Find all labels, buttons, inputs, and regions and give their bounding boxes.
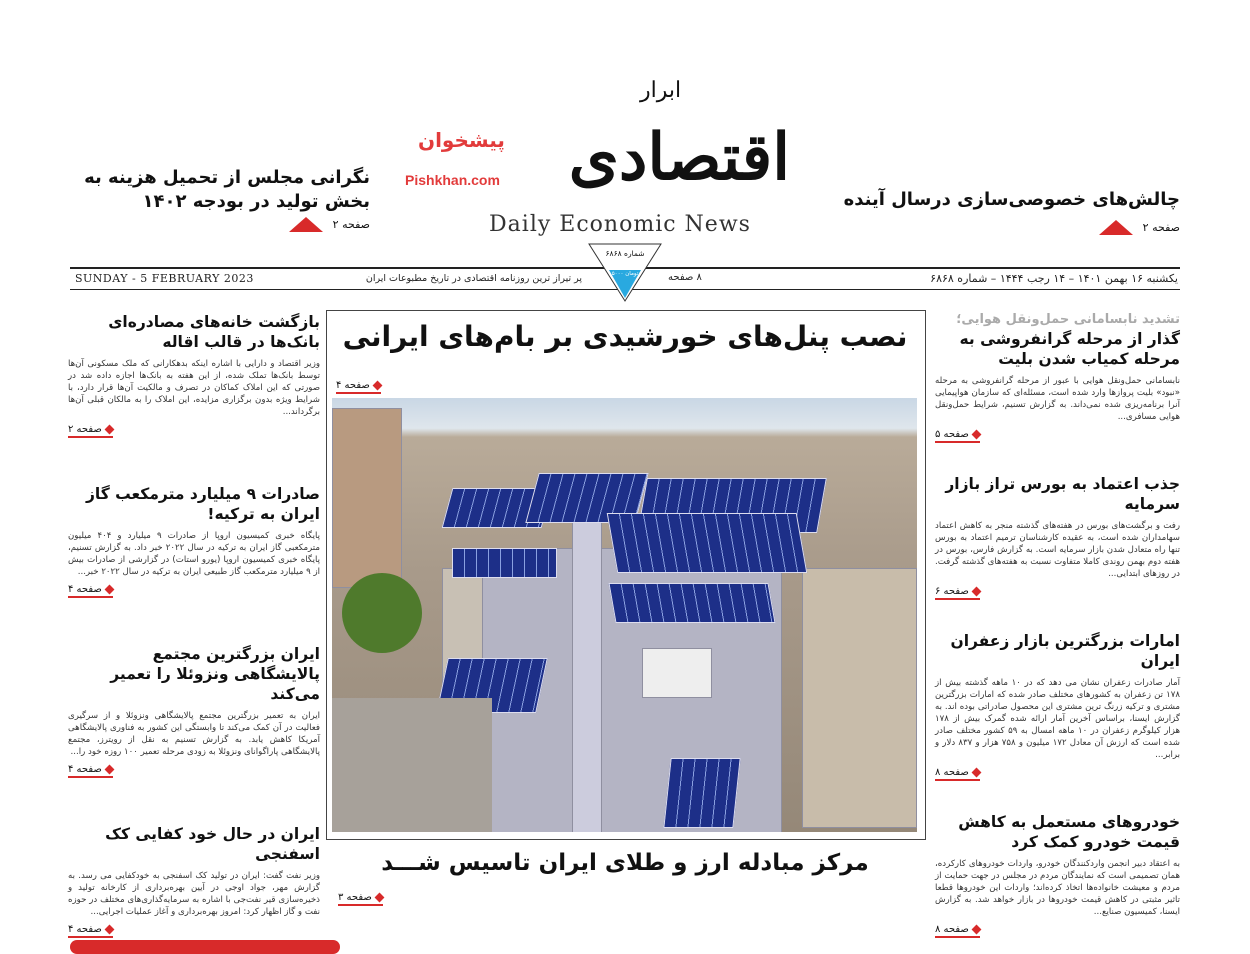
slogan: پر تیراز ترین روزنامه اقتصادی در تاریخ مطبوعات ایران: [365, 273, 582, 284]
diamond-icon: [104, 425, 114, 435]
story-headline: ایران بزرگترین مجتمع پالایشگاهی ونزوئلا را تعمیر می‌کند: [110, 645, 320, 703]
main-headline[interactable]: نصب پنل‌های خورشیدی بر بام‌های ایرانی: [342, 320, 908, 353]
story-body: آمار صادرات زعفران نشان می دهد که در ۱۰ ماهه گذشته بیش از ۱۷۸ تن زعفران به کشورهای مختلف صادر شده که امارات بزرگترین مشتری و ترکیه زرنگ ترین مشتری این محصول صادراتی بوده اند. به گزارش ایسنا، براساس آخرین آمار ارائه شده گمرک بیش از ۱۷۸ هزار کیلوگرم زعفران در ۱۰ ماهه امسال به ۵۹ کشور مختلف صادر شده است که ارزش آن معادل ۱۷۲ میلیون و ۷۵۸ هزار و ۸۳۷ دلار و برابر...: [935, 678, 1181, 760]
page-link[interactable]: صفحه ۴: [68, 764, 113, 778]
price: ۵۰۰۰ تومان: [611, 271, 639, 277]
teaser-headline: چالش‌های خصوصی‌سازی درسال آینده: [843, 189, 1180, 210]
page-count: ۸ صفحه: [668, 272, 702, 283]
left-column: [68, 312, 320, 938]
story-right-4[interactable]: [935, 812, 1180, 938]
diamond-icon: [104, 585, 114, 595]
teaser-page: صفحه ۲: [1142, 221, 1180, 234]
story-left-3[interactable]: [68, 644, 320, 778]
page-link[interactable]: صفحه ۲: [68, 424, 113, 438]
masthead-subtitle: ابرار: [640, 78, 682, 103]
date-english: SUNDAY - 5 FEBRUARY 2023: [75, 272, 254, 285]
diamond-icon: [971, 587, 981, 597]
story-headline: گذار از مرحله گرانفروشی به مرحله کمیاب شدن بلیت: [959, 330, 1180, 368]
story-headline: ایران در حال خود کفایی کک اسفنجی: [105, 825, 320, 863]
story-headline: بازگشت خانه‌های مصادره‌ای بانک‌ها در قالب اقاله: [108, 313, 320, 351]
story-left-2[interactable]: [68, 484, 320, 598]
issue-number: شماره ۶۸۶۸: [605, 249, 645, 258]
watermark-fa: پیشخوان: [418, 128, 505, 152]
story-right-3[interactable]: [935, 631, 1180, 781]
diamond-icon: [372, 381, 382, 391]
diamond-icon: [374, 893, 384, 903]
masthead-logo: اقتصادی: [568, 120, 790, 195]
story-headline: خودروهای مستعمل به کاهش قیمت خودرو کمک کرد: [958, 813, 1180, 851]
diamond-icon: [971, 768, 981, 778]
right-column: [935, 312, 1180, 938]
triangle-icon: [289, 217, 323, 232]
page-link[interactable]: صفحه ۴: [68, 584, 113, 598]
solar-panels-photo: [332, 398, 917, 832]
teaser-page: صفحه ۲: [332, 218, 370, 231]
main-page-link[interactable]: صفحه ۴: [336, 380, 381, 394]
top-teaser-right[interactable]: [820, 188, 1180, 235]
diamond-icon: [104, 765, 114, 775]
date-persian: یکشنبه ۱۶ بهمن ۱۴۰۱ – ۱۴ رجب ۱۴۴۴ – شماره ۶۸۶۸: [930, 272, 1178, 285]
story-body: پایگاه خبری کمیسیون اروپا از صادرات ۹ میلیارد و ۴۰۴ میلیون مترمکعبی گاز ایران به ترکیه در سال ۲۰۲۲ خبر داد. به گزارش تسنیم، پایگاه خبری کمیسیون اروپا (یورو استات) در گزارشی از صادرات بیش از ۹ میلیارد مترمکعب گاز طبیعی ایران به ترکیه در سال ۲۰۲۲ خبر...: [68, 531, 320, 577]
story-body: به اعتقاد دبیر انجمن واردکنندگان خودرو، واردات خودروهای کارکرده، همان تصمیمی است که نمایندگان مردم در مجلس در جهت حمایت از مردم و معیشت خانواده‌ها اتخاذ کرده‌اند؛ واردات این خودروها قطعا تاثیر مثبتی در کاهش قیمت خودروها در بازار خواهد شد. به گزارش ایسنا، کمیسیون صنایع...: [935, 859, 1180, 917]
story-body: ایران به تعمیر بزرگترین مجتمع پالایشگاهی ونزوئلا و از سرگیری فعالیت در آن کمک می‌کند تا وابستگی این کشور به فناوری پالایشگاهی آمریکا کاهش یابد. به گزارش تسنیم به نقل از رویترز، مجتمع پالایشگاهی پاراگوانای ونزوئلا به زودی مرحله تعمیر ۱۰۰ روزه خود را...: [68, 711, 320, 757]
page-link[interactable]: صفحه ۶: [935, 586, 980, 600]
story-body: وزیر نفت گفت: ایران در تولید کک اسفنجی به خودکفایی می رسد. به گزارش مهر، جواد اوجی در آیین بهره‌برداری از کارخانه تولید و ذخیره‌سازی قیر نفت‌جی با اشاره به سرمایه‌گذاری‌های مختلف در حوزه نفت و گاز اظهار کرد: امروز بهره‌برداری و آغاز عملیات اجرایی...: [68, 871, 320, 917]
triangle-icon: [1099, 220, 1133, 235]
story-right-2[interactable]: [935, 474, 1180, 600]
story-body: رفت و برگشت‌های بورس در هفته‌های گذشته منجر به کاهش اعتماد سهامداران شده است، به عقیده کارشناسان ترمیم اعتماد به بورس تنها راه متعادل شدن بازار سرمایه است. به گزارش فارس، بورس در هفته دوم بهمن روندی کاملا متفاوت نسبت به هفته‌های گذشته گرفت. در روزهای ابتدایی...: [935, 521, 1180, 579]
page-link[interactable]: صفحه ۸: [935, 767, 980, 781]
diamond-icon: [104, 925, 114, 935]
page-link[interactable]: صفحه ۵: [935, 429, 980, 443]
story-body: نابسامانی حمل‌ونقل هوایی با عبور از مرحله گرانفروشی به مرحله «نبود» بلیت پروازها وارد شده است، مسئله‌ای که سازمان هواپیمایی آنرا برنامه‌ریزی شده نمی‌داند. به گزارش تسنیم، شرایط حمل‌ونقل هوایی مسافری...: [935, 376, 1180, 422]
issue-badge: [587, 243, 663, 303]
diamond-icon: [971, 925, 981, 935]
bottom-red-banner: [70, 940, 340, 954]
watermark: Pishkhan.com: [405, 172, 500, 188]
story-left-1[interactable]: [68, 312, 320, 438]
page-link[interactable]: صفحه ۸: [935, 924, 980, 938]
story-left-4[interactable]: [68, 824, 320, 938]
top-teaser-left[interactable]: [70, 166, 370, 232]
story-right-1[interactable]: [935, 312, 1180, 443]
teaser-headline: نگرانی مجلس از تحمیل هزینه به بخش تولید در بودجه ۱۴۰۲: [84, 167, 370, 212]
story-headline: صادرات ۹ میلیارد مترمکعب گاز ایران به ترکیه!: [86, 485, 320, 523]
story-body: وزیر اقتصاد و دارایی با اشاره اینکه بدهکارانی که ملک مسکونی آن‌ها توسط بانک‌ها تملک شده، از این هفته به بانک‌ها اجازه داده شد در صورتی که این املاک کماکان در تصرف و مالکیت آن‌ها قرار دارد، با شرایط ویژه بدون برگزاری مزایده، این املاک را به مالکان قبلی آن‌ها برگرداند...: [68, 359, 320, 417]
kicker: تشدید نابسامانی حمل‌ونقل هوایی؛: [956, 312, 1180, 327]
page-link[interactable]: صفحه ۴: [68, 924, 113, 938]
bottom-headline[interactable]: مرکز مبادله ارز و طلای ایران تاسیس شـــد: [381, 850, 869, 876]
story-headline: جذب اعتماد به بورس تراز بازار سرمایه: [945, 475, 1180, 513]
masthead-english-title: Daily Economic News: [489, 212, 751, 237]
bottom-page-link[interactable]: صفحه ۳: [338, 892, 383, 906]
diamond-icon: [971, 430, 981, 440]
story-headline: امارات بزرگترین بازار زعفران ایران: [950, 632, 1180, 670]
